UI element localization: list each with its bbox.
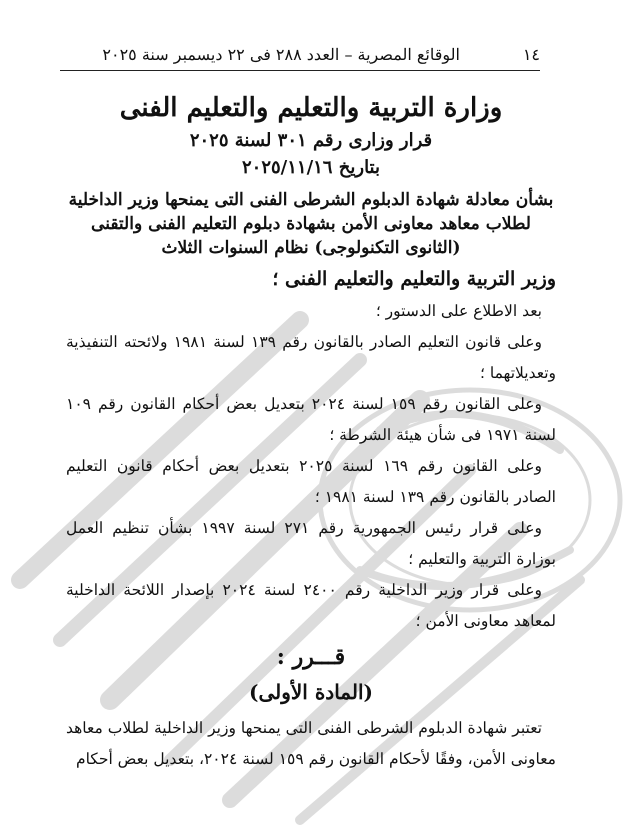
preamble-clause: وعلى قرار وزير الداخلية رقم ٢٤٠٠ لسنة ٢٠٢٤ بإصدار اللائحة الداخلية لمعاهد معاونى الأمن ؛ bbox=[66, 581, 556, 630]
decided-heading: قـــرر : bbox=[276, 644, 346, 670]
preamble-clause: وعلى قانون التعليم الصادر بالقانون رقم ١٣٩ لسنة ١٩٨١ ولائحته التنفيذية وتعديلاتهما ؛ bbox=[66, 333, 556, 382]
decree-title: قرار وزارى رقم ٣٠١ لسنة ٢٠٢٥ bbox=[189, 130, 433, 151]
preamble-clause: وعلى القانون رقم ١٥٩ لسنة ٢٠٢٤ بتعديل بعض أحكام القانون رقم ١٠٩ لسنة ١٩٧١ فى شأن هيئة الشرطة ؛ bbox=[66, 395, 556, 444]
article-text: تعتبر شهادة الدبلوم الشرطى الفنى التى يمنحها وزير الداخلية لطلاب معاهد معاونى الأمن، وفقًا لأحكام القانون رقم ١٥٩ لسنة ٢٠٢٤، بتعديل بعض أحكام bbox=[66, 719, 556, 768]
subject-line: لطلاب معاهد معاونى الأمن بشهادة دبلوم التعليم الفنى والتقنى bbox=[91, 214, 531, 234]
ministry-title: وزارة التربية والتعليم والتعليم الفنى bbox=[119, 93, 503, 123]
preamble-clause: وعلى قرار رئيس الجمهورية رقم ٢٧١ لسنة ١٩٩٧ بشأن تنظيم العمل بوزارة التربية والتعليم ؛ bbox=[66, 519, 556, 568]
page-number: ١٤ bbox=[522, 45, 540, 64]
preamble-clause: وعلى القانون رقم ١٦٩ لسنة ٢٠٢٥ بتعديل بعض أحكام قانون التعليم الصادر بالقانون رقم ١٣٩ لسنة ١٩٨١ ؛ bbox=[66, 457, 556, 506]
decree-date: بتاريخ ٢٠٢٥/١١/١٦ bbox=[241, 157, 380, 178]
header-divider bbox=[60, 70, 540, 71]
publication-line: الوقائع المصرية – العدد ٢٨٨ فى ٢٢ ديسمبر سنة ٢٠٢٥ bbox=[102, 45, 460, 64]
preamble-clause: بعد الاطلاع على الدستور ؛ bbox=[375, 302, 542, 320]
document-body bbox=[66, 88, 556, 775]
minister-line: وزير التربية والتعليم والتعليم الفنى ؛ bbox=[272, 268, 556, 290]
subject-line: بشأن معادلة شهادة الدبلوم الشرطى الفنى التى يمنحها وزير الداخلية bbox=[68, 190, 554, 210]
subject-line: (الثانوى التكنولوجى) نظام السنوات الثلاث bbox=[161, 238, 461, 258]
article-title: (المادة الأولى) bbox=[249, 680, 373, 704]
decree-subject bbox=[66, 188, 556, 260]
